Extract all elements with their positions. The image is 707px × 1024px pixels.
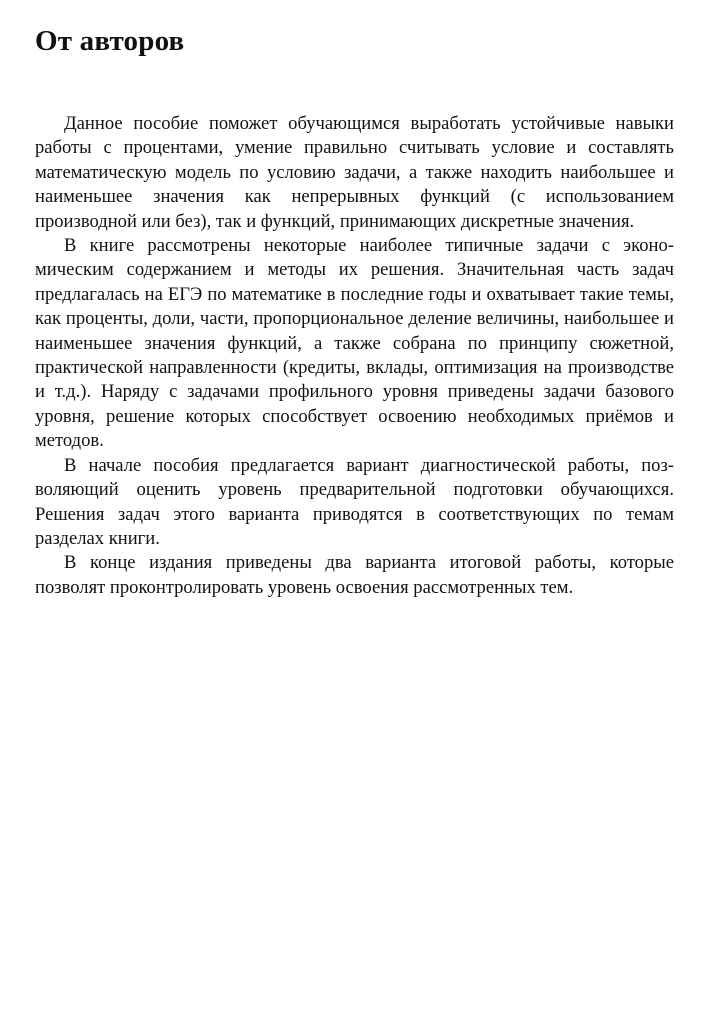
page-title: От авторов <box>35 25 185 57</box>
paragraph: В начале пособия предлагается вариант диагностической работы, позволяющий оценить уровень предварительной подготовки обучающихся. Решения задач этого варианта приводятся в соответствующих по темам разделах книги. <box>35 454 674 549</box>
body-text <box>35 112 674 600</box>
paragraph: В книге рассмотрены некоторые наиболее типичные задачи с экономическим содержанием и методы их решения. Значительная часть задач предлагалась на ЕГЭ по математике в последние годы и охватывает такие темы, как проценты, доли, части, пропорциональное деление величины, наибольшее и наименьшее значения функций, а также собрана по принципу сюжетной, практической направленности (кредиты, вклады, оптимизация на производстве и т.д.). Наряду с задачами профильного уровня приведены задачи базового уровня, решение которых способствует освоению необходимых приёмов и методов. <box>35 235 674 452</box>
paragraph: Данное пособие поможет обучающимся выработать устойчивые навыки работы с процентами, умение правильно считывать условие и составлять математическую модель по условию задачи, а также находить наибольшее и наименьшее значения как непрерывных функций (с использованием производной или без), так и функций, принимающих дискретные значения. <box>35 113 674 232</box>
paragraph: В конце издания приведены два варианта итоговой работы, которые позволят проконтролировать уровень освоения рассмотренных тем. <box>35 552 674 598</box>
